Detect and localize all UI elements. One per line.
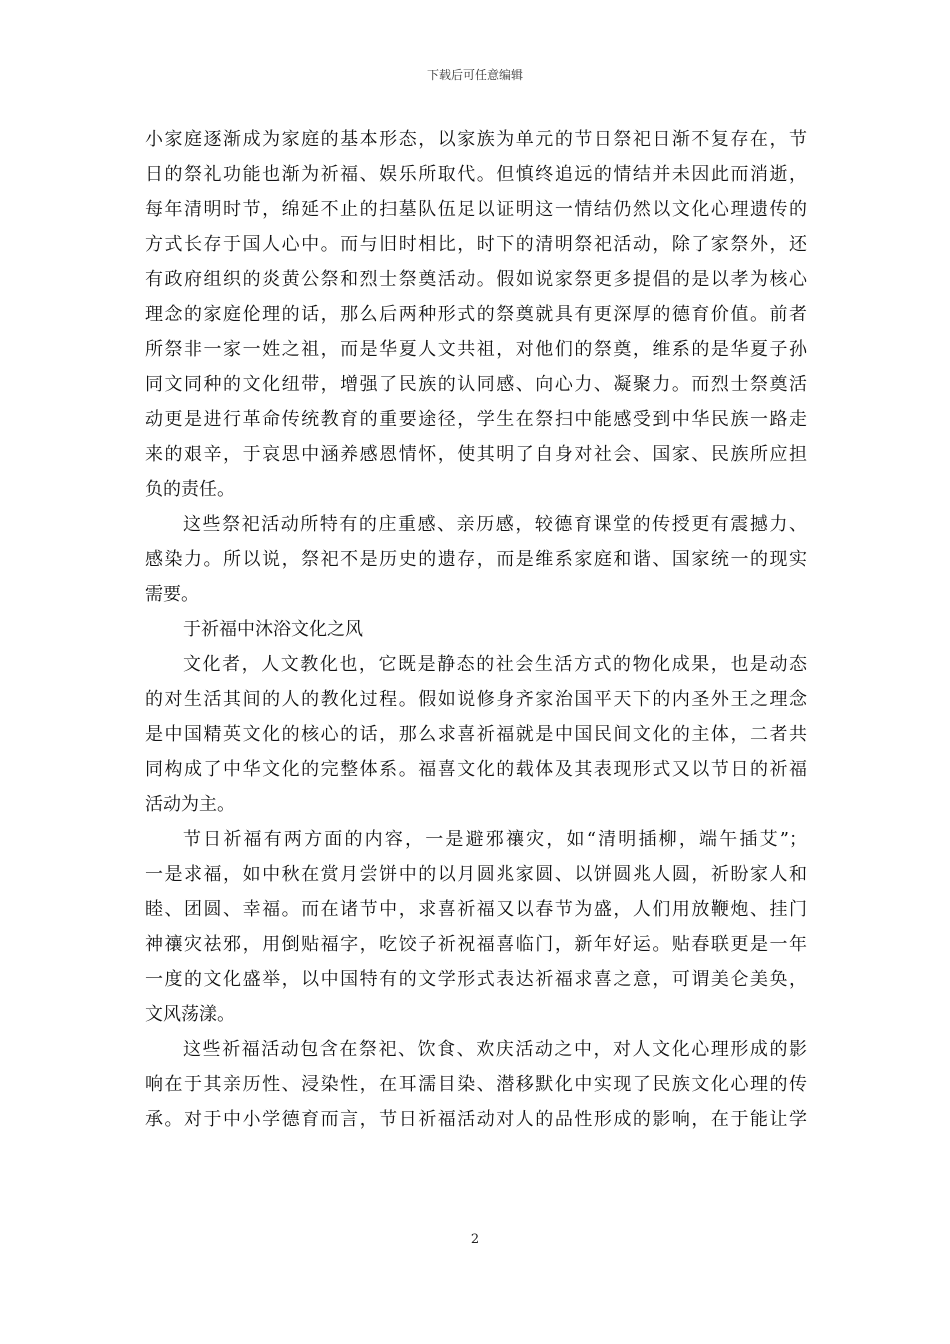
text-line: 响在于其亲历性、浸染性，在耳濡目染、潜移默化中实现了民族文化心理的传 <box>145 1074 807 1095</box>
text-line: 活动为主。 <box>145 794 235 815</box>
text-line: 需要。 <box>145 584 199 605</box>
text-line: 一度的文化盛举，以中国特有的文学形式表达祈福求喜之意，可谓美仑美奂， <box>145 969 807 990</box>
text-line: 负的责任。 <box>145 479 235 500</box>
text-line: 是中国精英文化的核心的话，那么求喜祈福就是中国民间文化的主体，二者共 <box>145 724 807 745</box>
text-line: 所祭非一家一姓之祖，而是华夏人文共祖，对他们的祭奠，维系的是华夏子孙 <box>145 339 807 360</box>
text-line: 有政府组织的炎黄公祭和烈士祭奠活动。假如说家祭更多提倡的是以孝为核心 <box>145 269 807 290</box>
text-line: 同文同种的文化纽带，增强了民族的认同感、向心力、凝聚力。而烈士祭奠活 <box>145 374 807 395</box>
text-line: 同构成了中华文化的完整体系。福喜文化的载体及其表现形式又以节日的祈福 <box>145 759 807 780</box>
text-line: 文风荡漾。 <box>145 1004 235 1025</box>
page-number: 2 <box>470 1232 480 1247</box>
text-line: 方式长存于国人心中。而与旧时相比，时下的清明祭祀活动，除了家祭外，还 <box>145 234 807 255</box>
text-line: 节日祈福有两方面的内容，一是避邪禳灾，如“清明插柳，端午插艾”； <box>183 829 807 850</box>
document-body <box>145 122 807 1137</box>
text-line: 的对生活其间的人的教化过程。假如说修身齐家治国平天下的内圣外王之理念 <box>145 689 807 710</box>
text-line: 睦、团圆、幸福。而在诸节中，求喜祈福又以春节为盛，人们用放鞭炮、挂门 <box>145 899 807 920</box>
text-line: 神禳灾祛邪，用倒贴福字，吃饺子祈祝福喜临门，新年好运。贴春联更是一年 <box>145 934 807 955</box>
text-line: 来的艰辛，于哀思中涵养感恩情怀，使其明了自身对社会、国家、民族所应担 <box>145 444 807 465</box>
text-line: 感染力。所以说，祭祀不是历史的遗存，而是维系家庭和谐、国家统一的现实 <box>145 549 807 570</box>
text-line: 小家庭逐渐成为家庭的基本形态，以家族为单元的节日祭祀日渐不复存在，节 <box>145 129 807 150</box>
text-line: 这些祭祀活动所特有的庄重感、亲历感，较德育课堂的传授更有震撼力、 <box>183 514 807 535</box>
text-line: 这些祈福活动包含在祭祀、饮食、欢庆活动之中，对人文化心理形成的影 <box>183 1039 807 1060</box>
text-line: 承。对于中小学德育而言，节日祈福活动对人的品性形成的影响，在于能让学 <box>145 1109 807 1130</box>
text-line: 理念的家庭伦理的话，那么后两种形式的祭奠就具有更深厚的德育价值。前者 <box>145 304 807 325</box>
text-line: 每年清明时节，绵延不止的扫墓队伍足以证明这一情结仍然以文化心理遗传的 <box>145 199 807 220</box>
text-line: 日的祭礼功能也渐为祈福、娱乐所取代。但慎终追远的情结并未因此而消逝， <box>145 164 807 185</box>
text-line: 于祈福中沐浴文化之风 <box>183 619 363 640</box>
page-header: 下载后可任意编辑 <box>426 68 523 82</box>
text-line: 一是求福，如中秋在赏月尝饼中的以月圆兆家圆、以饼圆兆人圆，祈盼家人和 <box>145 864 807 885</box>
text-line: 文化者，人文教化也，它既是静态的社会生活方式的物化成果，也是动态 <box>183 654 807 675</box>
text-line: 动更是进行革命传统教育的重要途径，学生在祭扫中能感受到中华民族一路走 <box>145 409 807 430</box>
